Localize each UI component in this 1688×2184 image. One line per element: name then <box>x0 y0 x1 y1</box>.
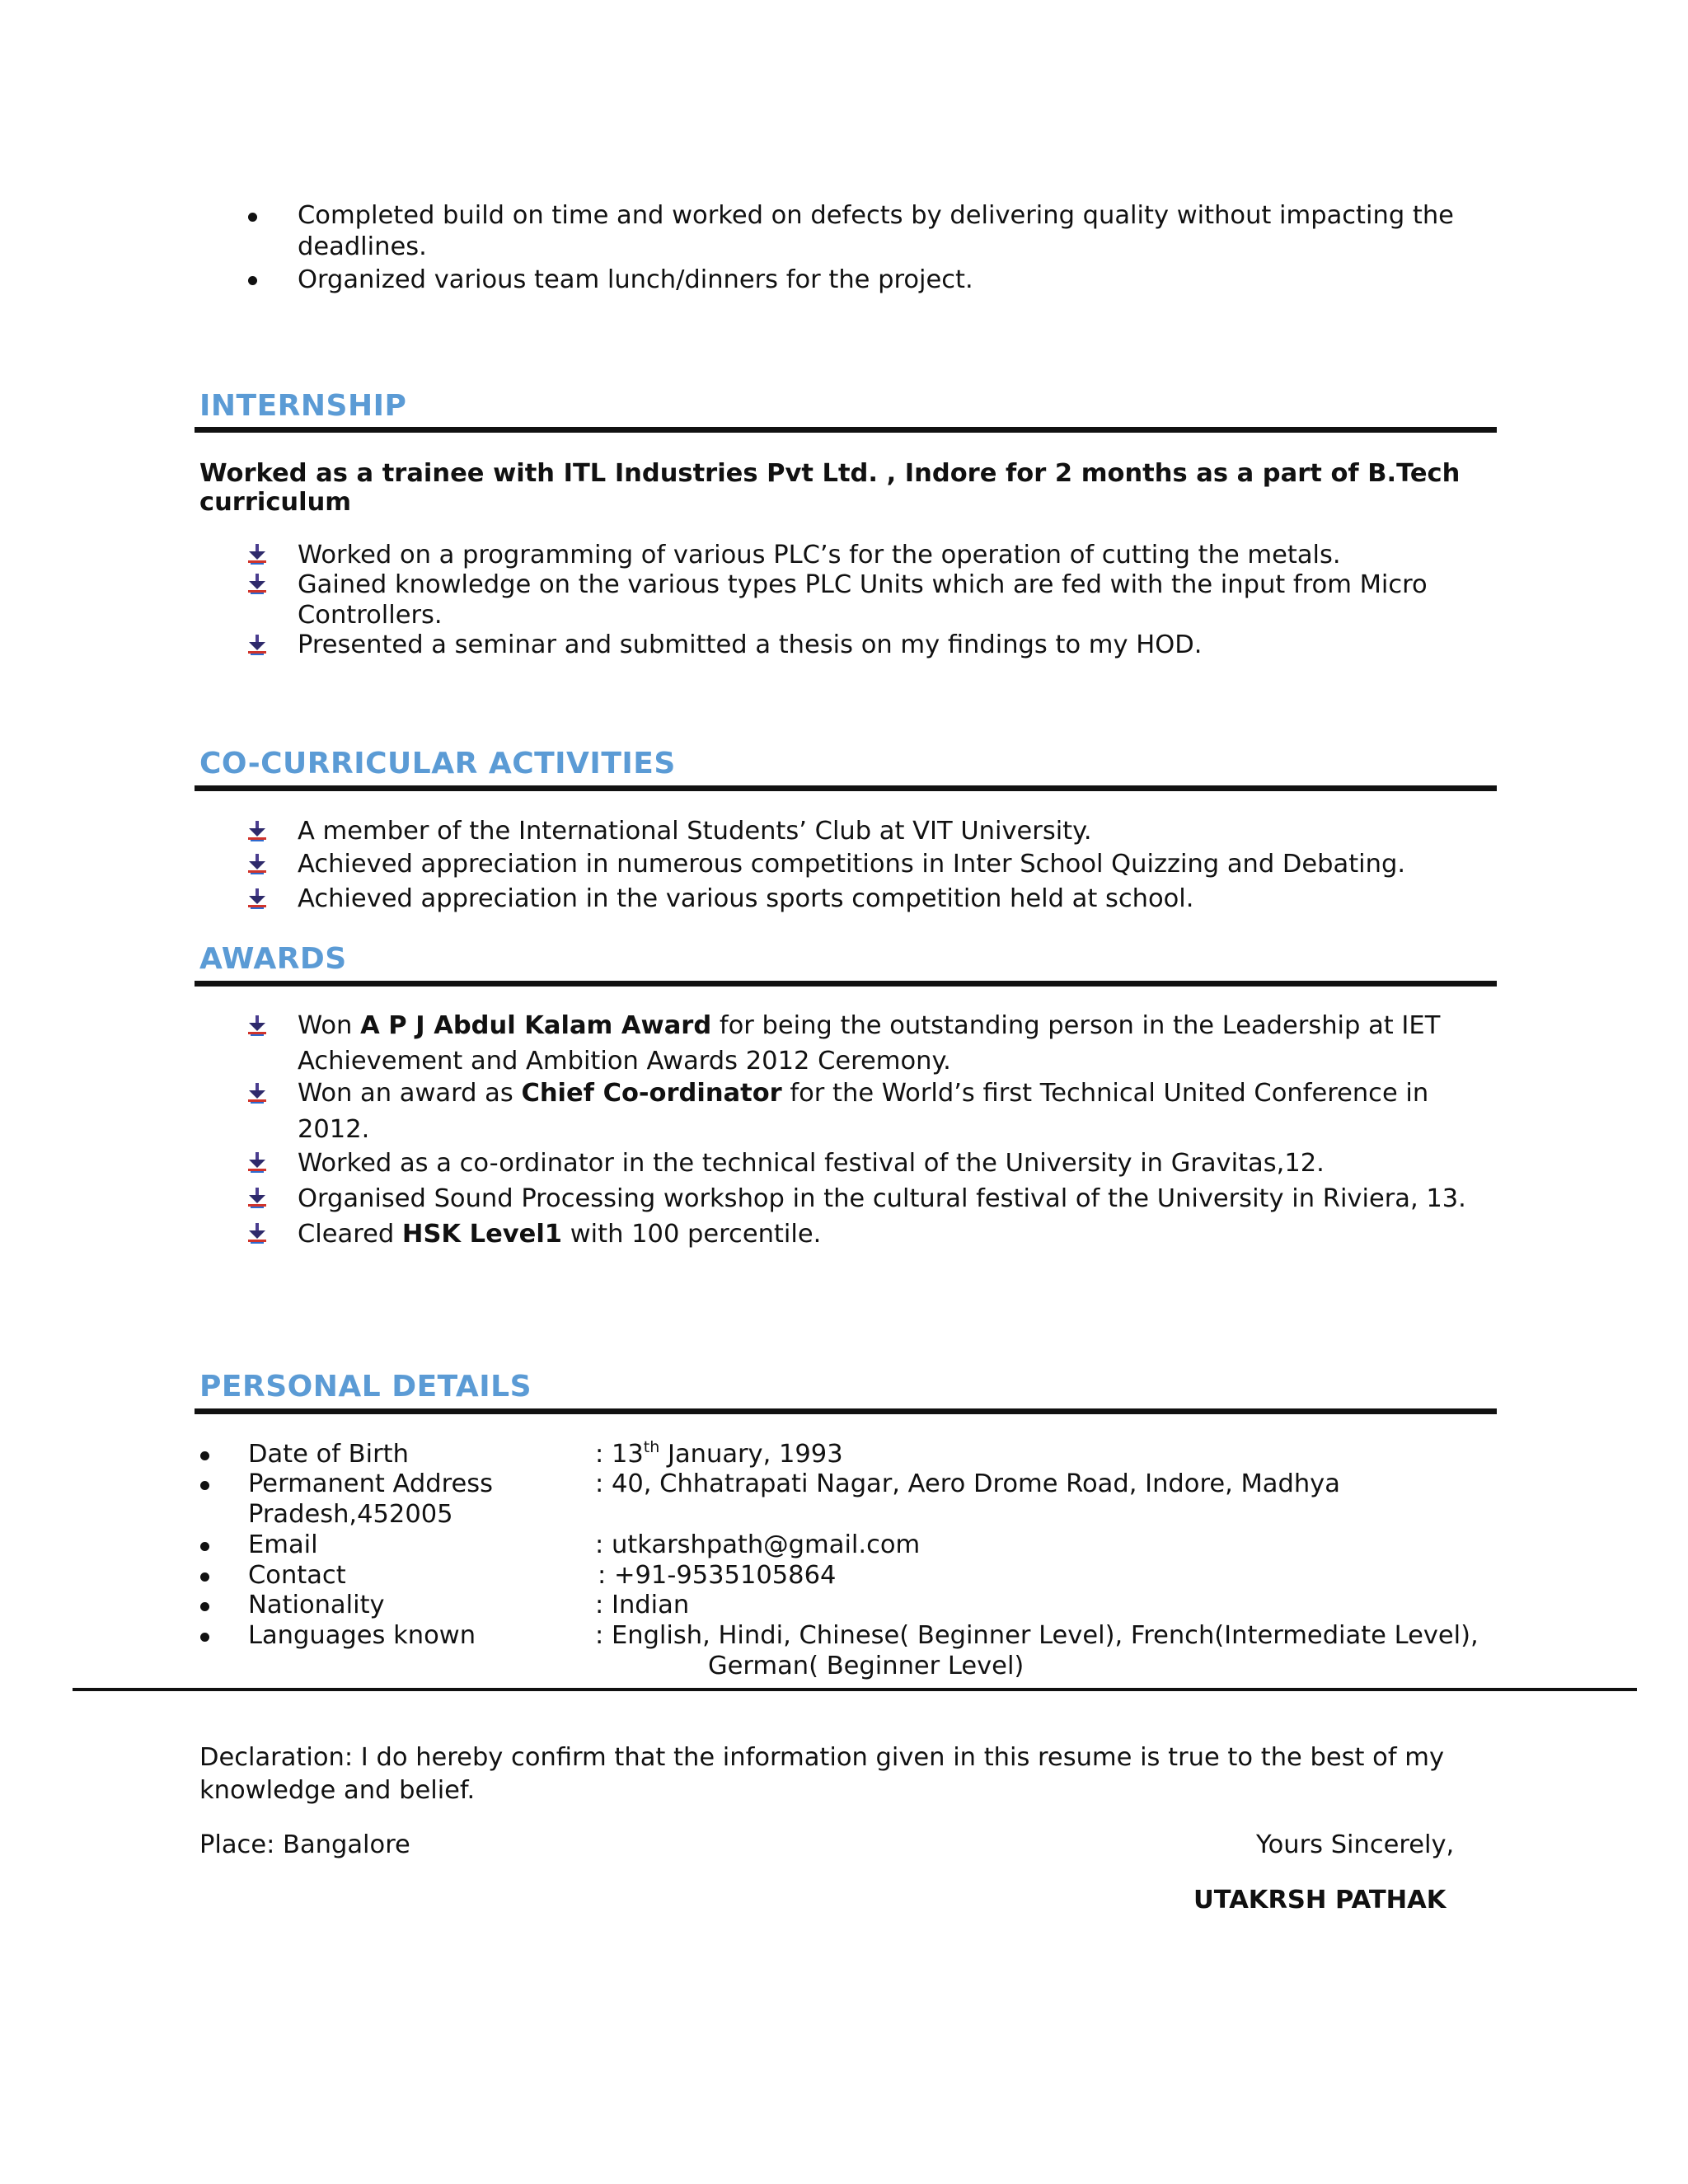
signature-name: UTAKRSH PATHAK <box>1193 1886 1447 1915</box>
place: Place: Bangalore <box>199 1830 410 1859</box>
arrow-bullet-icon <box>248 635 266 656</box>
cocurricular-bullet-1: A member of the International Students’ Club at VIT University. <box>298 817 1092 846</box>
cocurricular-heading: CO-CURRICULAR ACTIVITIES <box>199 747 676 780</box>
bullet-dot <box>200 1602 209 1611</box>
section-divider <box>195 427 1497 433</box>
declaration-text-cont: knowledge and belief. <box>199 1776 476 1805</box>
award-5: Cleared HSK Level1 with 100 percentile. <box>298 1220 822 1249</box>
arrow-bullet-icon <box>248 1015 266 1037</box>
languages-value-cont: German( Beginner Level) <box>708 1652 1025 1680</box>
bullet-dot <box>200 1633 209 1642</box>
cocurricular-bullet-2: Achieved appreciation in numerous competitions in Inter School Quizzing and Debating. <box>298 850 1406 879</box>
internship-bullet-2-cont: Controllers. <box>298 601 443 630</box>
bullet-dot <box>248 276 257 285</box>
bullet-dot <box>200 1481 209 1490</box>
awards-heading: AWARDS <box>199 942 347 976</box>
section-divider <box>195 785 1497 791</box>
section-divider <box>195 981 1497 987</box>
arrow-bullet-icon <box>248 544 266 565</box>
internship-intro: Worked as a trainee with ITL Industries Pvt Ltd. , Indore for 2 months as a part of B.Tech <box>199 459 1461 488</box>
declaration-text: Declaration: I do hereby confirm that the information given in this resume is true to the best of my <box>199 1743 1445 1772</box>
dob-value: : 13th January, 1993 <box>595 1438 843 1469</box>
award-2-title: Chief Co-ordinator <box>521 1079 782 1108</box>
internship-heading: INTERNSHIP <box>199 389 407 423</box>
email-value: : utkarshpath@gmail.com <box>595 1530 921 1559</box>
award-4: Organised Sound Processing workshop in the cultural festival of the University in Riviera, 13. <box>298 1184 1466 1213</box>
experience-bullet-1-cont: deadlines. <box>298 232 427 261</box>
arrow-bullet-icon <box>248 1223 266 1244</box>
experience-bullet-2: Organized various team lunch/dinners for the project. <box>298 265 973 294</box>
award-1-name: A P J Abdul Kalam Award <box>360 1011 712 1040</box>
closing: Yours Sincerely, <box>1256 1830 1455 1859</box>
email-label: Email <box>248 1530 318 1559</box>
address-value: : 40, Chhatrapati Nagar, Aero Drome Road, Indore, Madhya <box>595 1469 1340 1498</box>
cocurricular-bullet-3: Achieved appreciation in the various sports competition held at school. <box>298 884 1194 913</box>
internship-intro-cont: curriculum <box>199 488 352 517</box>
arrow-bullet-icon <box>248 1083 266 1104</box>
award-2: Won an award as Chief Co-ordinator for the World’s first Technical United Conference in <box>298 1079 1429 1108</box>
arrow-bullet-icon <box>248 1188 266 1209</box>
nationality-value: : Indian <box>595 1591 690 1619</box>
bullet-dot <box>200 1542 209 1551</box>
footer-divider <box>73 1688 1637 1691</box>
award-2-cont: 2012. <box>298 1115 370 1144</box>
award-5-name: HSK Level1 <box>401 1220 563 1249</box>
section-divider <box>195 1408 1497 1414</box>
internship-bullet-1: Worked on a programming of various PLC’s for the operation of cutting the metals. <box>298 541 1341 569</box>
nationality-label: Nationality <box>248 1591 385 1619</box>
contact-value: : +91-9535105864 <box>598 1561 837 1590</box>
arrow-bullet-icon <box>248 821 266 842</box>
internship-bullet-3: Presented a seminar and submitted a thesis on my findings to my HOD. <box>298 630 1203 659</box>
arrow-bullet-icon <box>248 574 266 595</box>
address-value-cont: Pradesh,452005 <box>248 1500 453 1529</box>
arrow-bullet-icon <box>248 888 266 910</box>
contact-label: Contact <box>248 1561 346 1590</box>
internship-bullet-2: Gained knowledge on the various types PLC Units which are fed with the input from Micro <box>298 570 1428 599</box>
award-3: Worked as a co-ordinator in the technical festival of the University in Gravitas,12. <box>298 1149 1325 1178</box>
arrow-bullet-icon <box>248 854 266 875</box>
personal-heading: PERSONAL DETAILS <box>199 1370 532 1404</box>
award-1-cont: Achievement and Ambition Awards 2012 Ceremony. <box>298 1047 951 1076</box>
address-label: Permanent Address <box>248 1469 494 1498</box>
languages-label: Languages known <box>248 1621 476 1650</box>
bullet-dot <box>248 213 257 222</box>
languages-value: : English, Hindi, Chinese( Beginner Level), French(Intermediate Level), <box>595 1621 1479 1650</box>
dob-label: Date of Birth <box>248 1440 409 1469</box>
bullet-dot <box>200 1451 209 1460</box>
award-1: Won A P J Abdul Kalam Award for being the outstanding person in the Leadership at IET <box>298 1011 1441 1040</box>
bullet-dot <box>200 1572 209 1582</box>
arrow-bullet-icon <box>248 1152 266 1174</box>
experience-bullet-1: Completed build on time and worked on defects by delivering quality without impacting the <box>298 201 1454 230</box>
